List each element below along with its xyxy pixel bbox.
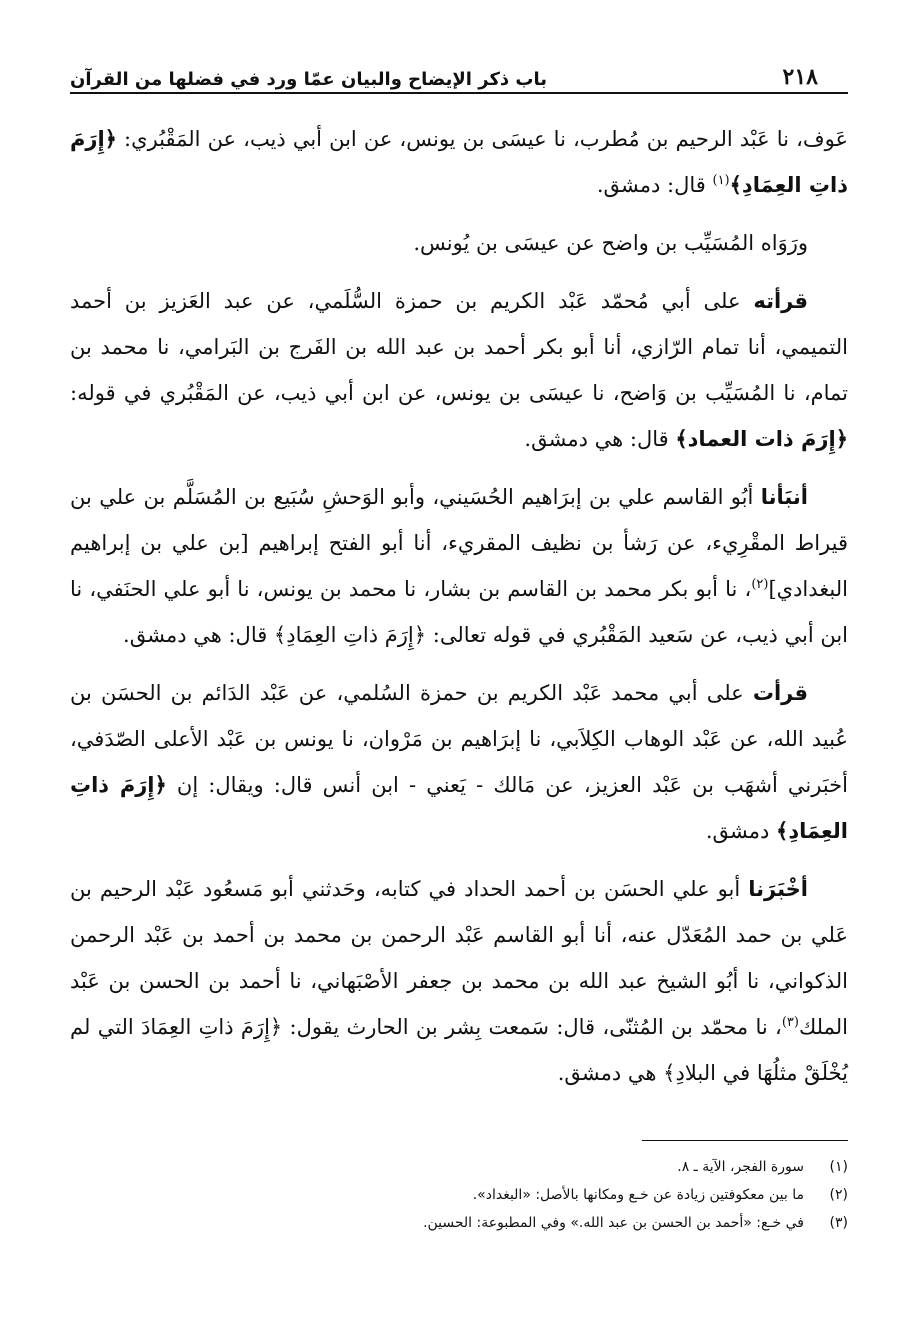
paragraph-2 (70, 220, 848, 266)
footnote-reference: (١) (712, 173, 730, 188)
footnotes (70, 1153, 848, 1237)
footnote-reference: (٢) (751, 577, 769, 592)
footnote-text: في خـع: «أحمد بن الحسن بن عبد الله.» وفي المطبوعة: الحسين. (423, 1215, 804, 1231)
paragraph-text: أبو علي الحسَن بن أحمد الحداد في كتابه، وحَدثني أبو مَسعُود عَبْد الرحيم بن عَلي بن حمد المُعَدّل عنه، أنا أبو القاسم عَبْد الرحمن بن محمد بن أحمد بن عَبْد الرحمن الذكواني، نا أبُو الشيخ عبد الله بن محمد بن جعفر الأصْبَهاني، نا أحمد بن الحسن بن عَبْد الملك (70, 877, 848, 1039)
body-text (70, 116, 848, 1096)
footnote-reference: (٣) (781, 1015, 799, 1030)
paragraph-3 (70, 278, 848, 462)
paragraph-text: قال: هي دمشق. (524, 427, 676, 451)
paragraph-text: دمشق. (705, 819, 777, 843)
paragraph-4 (70, 474, 848, 658)
paragraph-text: على أبي محمد عَبْد الكريم بن حمزة السُلمي، عن عَبْد الدَائم بن الحسَن بن عُبيد الله، عن عَبْد الوهاب الكِلاَبي، نا إبرَاهيم بن مَرْوان، نا يونس بن عَبْد الأعلى الصّدَفي، أخبَرني أشهَب بن عَبْد العزيز، عن مَالك - يَعني - ابن أنس قال: ويقال: إن (70, 681, 848, 797)
paragraph-text: ورَوَاه المُسَيِّب بن واضح عن عيسَى بن يُونس. (413, 231, 808, 255)
footnote-number: (١) (829, 1159, 848, 1175)
paragraph-text: ، نا محمّد بن المُثنّى، قال: سَمعت بِشر بن الحارث يقول: ﴿إِرَمَ ذاتِ العِمَادَ التي لم يُخْلَقْ مثلُهَا في البلادِ﴾ هي دمشق. (70, 1015, 848, 1085)
quran-verse: ﴿إِرَمَ ذاتِ العِمَادِ﴾ (70, 773, 848, 843)
quran-verse: ﴿إِرَمَ ذاتِ العِمَادِ﴾ (70, 127, 848, 197)
paragraph-text: عَوف، نا عَبْد الرحيم بن مُطرب، نا عيسَى بن يونس، عن ابن أبي ذيب، عن المَقْبُري: (116, 127, 848, 151)
footnote-3 (70, 1209, 848, 1237)
footnote-2 (70, 1181, 848, 1209)
narration-lead-word: أخْبَرَنا (748, 877, 808, 901)
narration-lead-word: أنبَأنا (760, 485, 808, 509)
paragraph-text: أبُو القاسم علي بن إبرَاهيم الحُسَيني، وأبو الوَحشِ سُبَيع بن المُسَلَّم بن علي بن قيراط المقْرِيء، عن رَشأ بن نظيف المقريء، أنا أبو الفتح إبراهيم [بن علي بن إبراهيم البغدادي] (70, 485, 848, 601)
footnote-text: ما بين معكوفتين زيادة عن خـع ومكانها بالأصل: «البغداد». (472, 1187, 804, 1203)
paragraph-1 (70, 116, 848, 208)
narration-lead-word: قرأت (752, 681, 808, 705)
quran-verse: ﴿إِرَمَ ذات العماد﴾ (675, 427, 848, 451)
running-header (70, 46, 848, 94)
paragraph-text: ، نا أبو بكر محمد بن القاسم بن بشار، نا محمد بن يونس، نا أبو علي الحنَفي، نا ابن أبي ذيب، عن سَعيد المَقْبُري في قوله تعالى: ﴿إِرَمَ ذاتِ العِمَادِ﴾ قال: هي دمشق. (70, 577, 848, 647)
footnote-number: (٣) (829, 1215, 848, 1231)
chapter-title: باب ذكر الإيضاح والبيان عمّا ورد في فضلها من القرآن (70, 69, 548, 90)
paragraph-6 (70, 866, 848, 1096)
paragraph-5 (70, 670, 848, 854)
narration-lead-word: قرأته (753, 289, 808, 313)
paragraph-text: قال: دمشق. (596, 173, 713, 197)
paragraph-text: على أبي مُحمّد عَبْد الكريم بن حمزة السُّلَمي، عن عبد العَزيز بن أحمد التميمي، أنا تمام الرّازي، أنا أبو بكر أحمد بن عبد الله بن الفَرج بن البَرامي، نا محمد بن تمام، نا المُسَيِّب بن وَاضح، نا عيسَى بن يونس، عن ابن أبي ذيب، عن المَقْبُري في قوله: (70, 289, 848, 405)
book-page (70, 46, 848, 1237)
footnote-divider (642, 1140, 848, 1141)
footnote-1 (70, 1153, 848, 1181)
page-number: ٢١٨ (782, 64, 818, 90)
footnote-text: سورة الفجر، الآية ـ ٨. (677, 1159, 804, 1175)
footnote-number: (٢) (829, 1187, 848, 1203)
